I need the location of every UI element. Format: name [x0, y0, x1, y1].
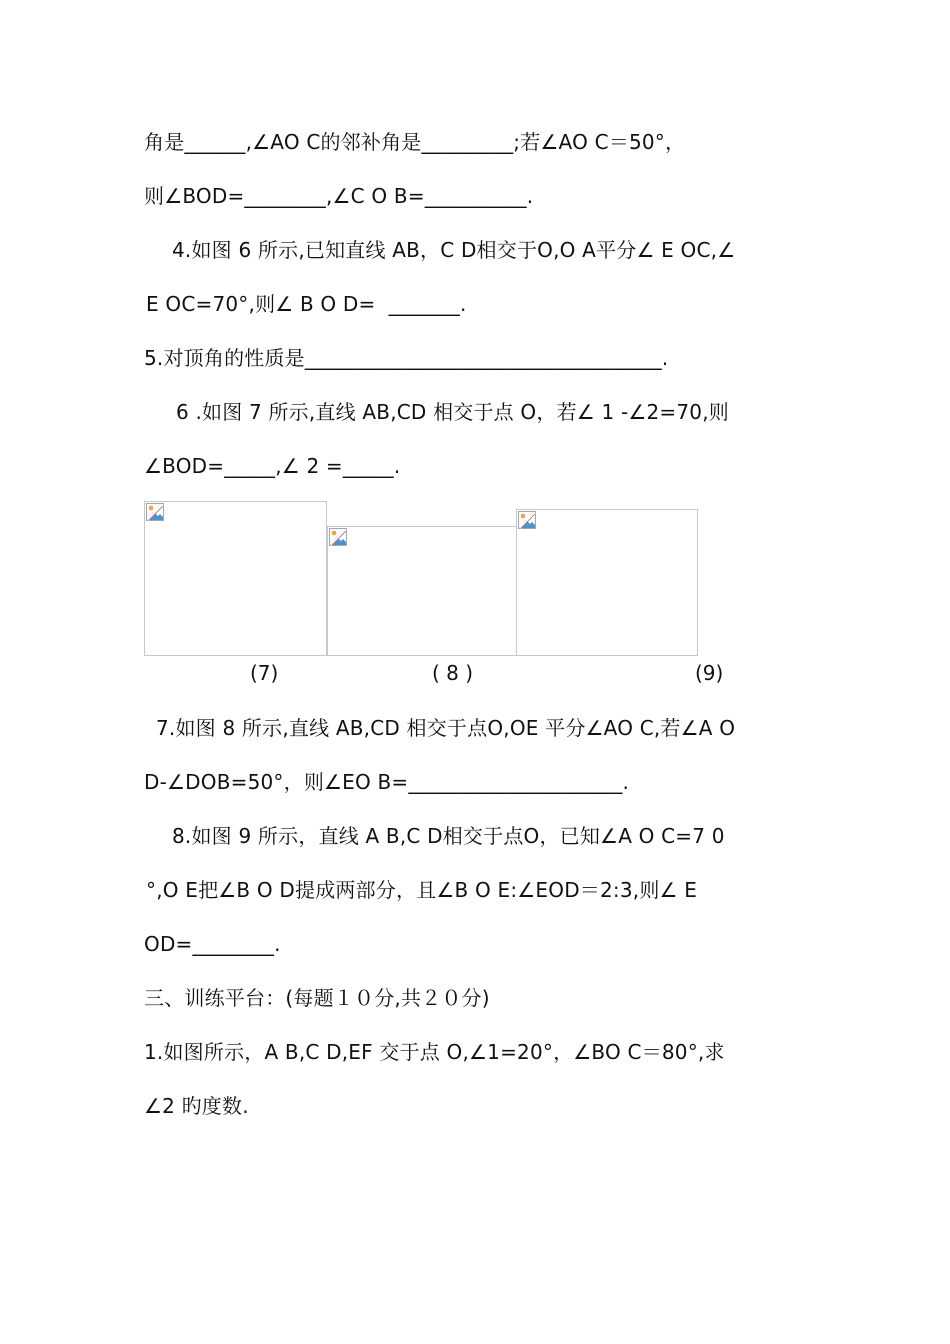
text-line-1: 角是______,∠AO C的邻补角是_________;若∠AO C＝50°，	[144, 130, 686, 154]
question-7-line-1: 7.如图 8 所示,直线 AB,CD 相交于点O,OE 平分∠AO C,若∠A O	[156, 716, 736, 740]
exercise-1-line-2: ∠2 旳度数.	[144, 1094, 249, 1118]
figure-7-caption: (7)	[250, 661, 279, 685]
question-4-line-2: E OC=70°,则∠ B O D= _______.	[146, 292, 467, 316]
figure-9-image	[516, 509, 698, 656]
figure-8-image	[327, 526, 517, 656]
question-8-line-3: OD=________.	[144, 932, 281, 956]
broken-image-icon	[146, 503, 164, 521]
question-6-line-2: ∠BOD=_____,∠ 2 =_____.	[144, 454, 401, 478]
figure-9-caption: (9)	[695, 661, 724, 685]
broken-image-icon	[518, 511, 536, 529]
question-8-line-1: 8.如图 9 所示，直线 A B,C D相交于点O，已知∠A O C=7 0	[172, 824, 725, 848]
question-6-line-1: 6 .如图 7 所示,直线 AB,CD 相交于点 O，若∠ 1 -∠2=70,则	[176, 400, 729, 424]
exercise-1-line-1: 1.如图所示，A B,C D,EF 交于点 O,∠1=20°，∠BO C＝80°,求	[144, 1040, 725, 1064]
broken-image-icon	[329, 528, 347, 546]
question-4-line-1: 4.如图 6 所示,已知直线 AB，C D相交于O,O A平分∠ E OC,∠	[172, 238, 736, 262]
figure-7-image	[144, 501, 327, 656]
question-5: 5.对顶角的性质是___________________________________.	[144, 346, 669, 370]
figure-8-caption: ( 8 )	[432, 661, 474, 685]
question-7-line-2: D-∠DOB=50°，则∠EO B=_____________________.	[144, 770, 630, 794]
section-3-heading: 三、训练平台：(每题１０分,共２０分)	[144, 986, 490, 1010]
text-line-2: 则∠BOD=________,∠C O B=__________.	[144, 184, 534, 208]
question-8-line-2: °,O E把∠B O D提成两部分，且∠B O E:∠EOD＝2:3,则∠ E	[146, 878, 698, 902]
